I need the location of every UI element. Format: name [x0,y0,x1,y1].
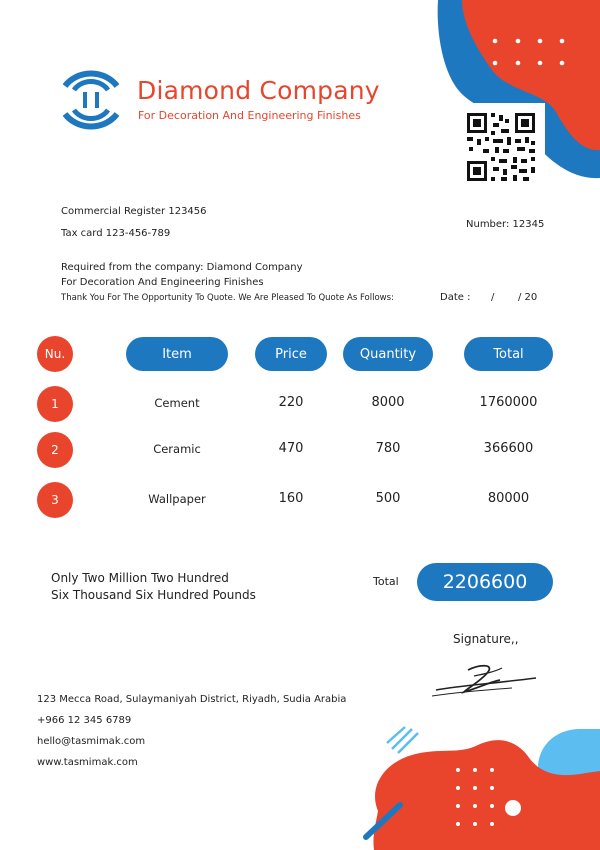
header-quantity: Quantity [343,337,433,371]
company-logo-icon [52,66,130,134]
total-label: Total [373,575,399,588]
amount-words-line1: Only Two Million Two Hundred [51,571,229,585]
qr-code-icon [457,103,545,191]
footer-phone: +966 12 345 6789 [37,715,132,726]
row-quantity: 500 [375,491,401,506]
header-item: Item [126,337,228,371]
quote-number: Number: 12345 [466,219,545,230]
grand-total: 2206600 [417,563,553,601]
header-total: Total [464,337,553,371]
date-label: Date : [440,292,471,303]
company-subtitle: For Decoration And Engineering Finishes [138,109,361,122]
signature-icon [428,658,543,700]
bottom-right-decoration [360,715,600,850]
amount-in-words [51,570,256,604]
row-item: Wallpaper [148,492,206,506]
company-name: Diamond Company [137,76,380,105]
date-slash: / [491,292,495,303]
row-total: 80000 [487,491,530,506]
thank-you-text: Thank You For The Opportunity To Quote. We Are Pleased To Quote As Follows: [61,293,394,303]
row-price: 470 [278,441,304,456]
row-item: Cement [154,396,200,410]
commercial-register: Commercial Register 123456 [61,206,207,217]
row-quantity: 8000 [371,395,405,410]
row-number: 3 [37,482,73,518]
row-quantity: 780 [375,441,401,456]
row-price: 220 [278,395,304,410]
signature-label: Signature,, [453,632,519,646]
footer-email[interactable]: hello@tasmimak.com [37,736,146,747]
footer-address: 123 Mecca Road, Sulaymaniyah District, Riyadh, Sudia Arabia [37,694,347,705]
row-price: 160 [278,491,304,506]
header-price: Price [255,337,327,371]
footer-website[interactable]: www.tasmimak.com [37,757,138,768]
required-from-line2: For Decoration And Engineering Finishes [61,277,264,288]
required-from-line1: Required from the company: Diamond Company [61,262,303,273]
row-total: 1760000 [479,395,538,410]
amount-words-line2: Six Thousand Six Hundred Pounds [51,588,256,602]
row-number: 1 [37,386,73,422]
row-item: Ceramic [153,442,201,456]
row-total: 366600 [483,441,534,456]
row-number: 2 [37,432,73,468]
tax-card: Tax card 123-456-789 [61,228,171,239]
date-year: / 20 [518,292,538,303]
header-no: Nu. [37,336,73,372]
